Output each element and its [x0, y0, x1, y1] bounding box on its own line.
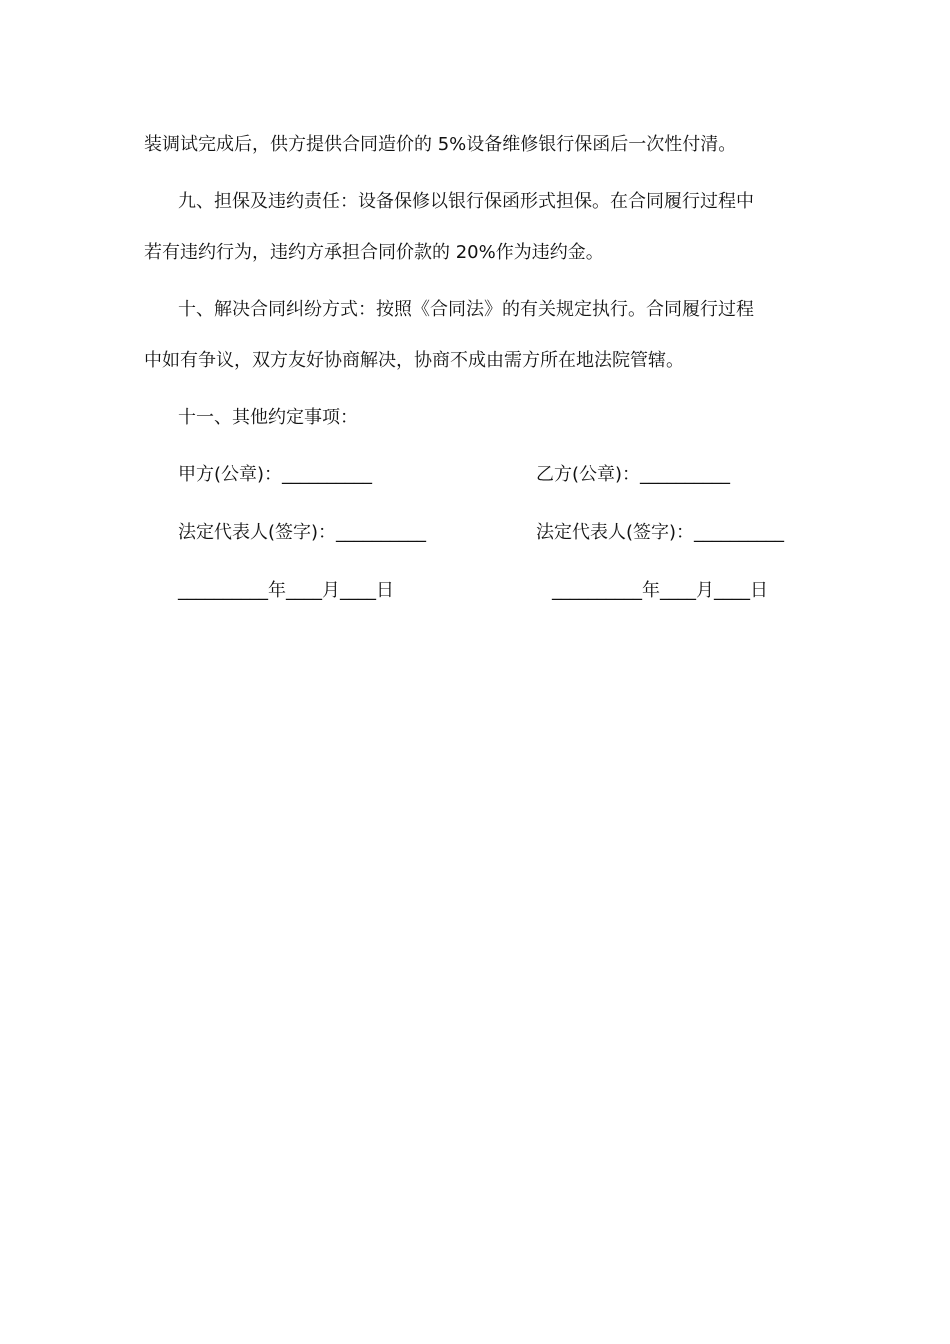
paragraph-guarantee-line-2: 若有违约行为，违约方承担合同价款的 20%作为违约金。: [144, 242, 604, 263]
party-a-date-line: __________年____月____日: [178, 580, 394, 601]
party-a-seal-line: 甲方(公章)：__________: [178, 464, 373, 485]
paragraph-dispute-line-2: 中如有争议，双方友好协商解决，协商不成由需方所在地法院管辖。: [144, 350, 684, 371]
paragraph-dispute-line-1: 十、解决合同纠纷方式：按照《合同法》的有关规定执行。合同履行过程: [178, 299, 754, 320]
party-a-representative-line: 法定代表人(签字)：__________: [178, 522, 427, 543]
paragraph-other-terms: 十一、其他约定事项：: [178, 407, 358, 428]
party-b-date-line: __________年____月____日: [552, 580, 768, 601]
paragraph-guarantee-line-1: 九、担保及违约责任：设备保修以银行保函形式担保。在合同履行过程中: [178, 191, 754, 212]
party-b-representative-line: 法定代表人(签字)：__________: [536, 522, 785, 543]
party-b-seal-line: 乙方(公章)：__________: [536, 464, 731, 485]
paragraph-payment-line-1: 装调试完成后，供方提供合同造价的 5%设备维修银行保函后一次性付清。: [144, 134, 737, 155]
